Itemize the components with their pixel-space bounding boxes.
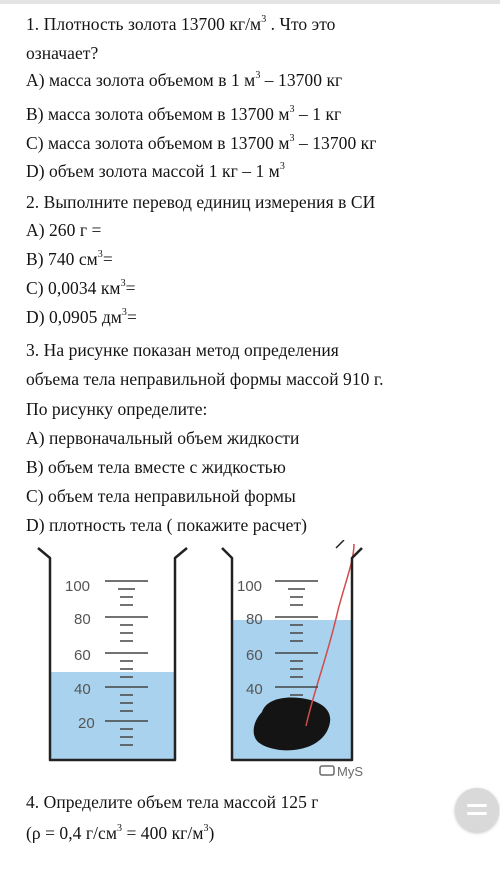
q2-option-a: A) 260 г = [26,220,102,240]
q4-line-2: (ρ = 0,4 $г/см^3 = 400$ $кг/м^3$) [26,823,215,843]
right-tick-label: 100 [237,578,263,595]
floating-menu-button[interactable] [455,788,499,832]
left-beaker [38,548,187,760]
left-beaker-water [50,672,175,760]
q1-option-d: D) объем золота массой 1 кг – 1 $м^3$ [26,161,285,181]
right-tick-label: 80 [246,611,263,628]
q3-option-c: C) объем тела неправильной формы [26,486,296,506]
q2-option-d: D) 0,0905 $дм^3=$ [26,307,137,327]
q3-option-b: B) объем тела вместе с жидкостью [26,457,286,477]
q3-line-1: 3. На рисунке показан метод определения [26,340,339,360]
q1-option-b: B) масса золота объемом в 13700 $м^3 - 1$ кг [26,104,342,124]
watermark [320,764,363,779]
watermark-text: MyS [337,764,363,779]
q2-option-c: C) 0,0034 $км^3=$ [26,278,136,298]
menu-icon [467,804,487,816]
q3-option-a: A) первоначальный объем жидкости [26,428,300,448]
watermark-icon [320,766,334,775]
q1-title-continued: означает? [26,43,99,63]
left-tick-label: 20 [78,715,95,732]
q1-option-a: A) масса золота объемом в 1 $м^3 - 13700$ кг [26,70,343,90]
q1-option-c: C) масса золота объемом в 13700 $м^3 - 13700$ кг [26,133,377,153]
q3-line-2: объема тела неправильной формы массой 910 г. [26,369,384,389]
left-tick-label: 60 [74,647,91,664]
q3-option-d: D) плотность тела ( покажите расчет) [26,515,308,535]
q2-title: 2. Выполните перевод единиц измерения в СИ [26,192,376,212]
thread-tail [336,540,344,548]
q2-option-b: B) 740 $см^3=$ [26,249,113,269]
right-tick-label: 60 [246,647,263,664]
q4-line-1: 4. Определите объем тела массой 125 г [26,792,319,812]
q1-title: 1. Плотность золота 13700 $кг/м^3$ . Что это [26,14,336,34]
right-tick-label: 40 [246,681,263,698]
left-tick-label: 100 [65,578,91,595]
q3-line-3: По рисунку определите: [26,399,208,419]
left-beaker-scale [105,581,148,745]
top-edge-strip [0,0,500,4]
beakers-figure [0,540,500,785]
left-tick-label: 40 [74,681,91,698]
left-tick-label: 80 [74,611,91,628]
right-beaker [222,540,362,760]
